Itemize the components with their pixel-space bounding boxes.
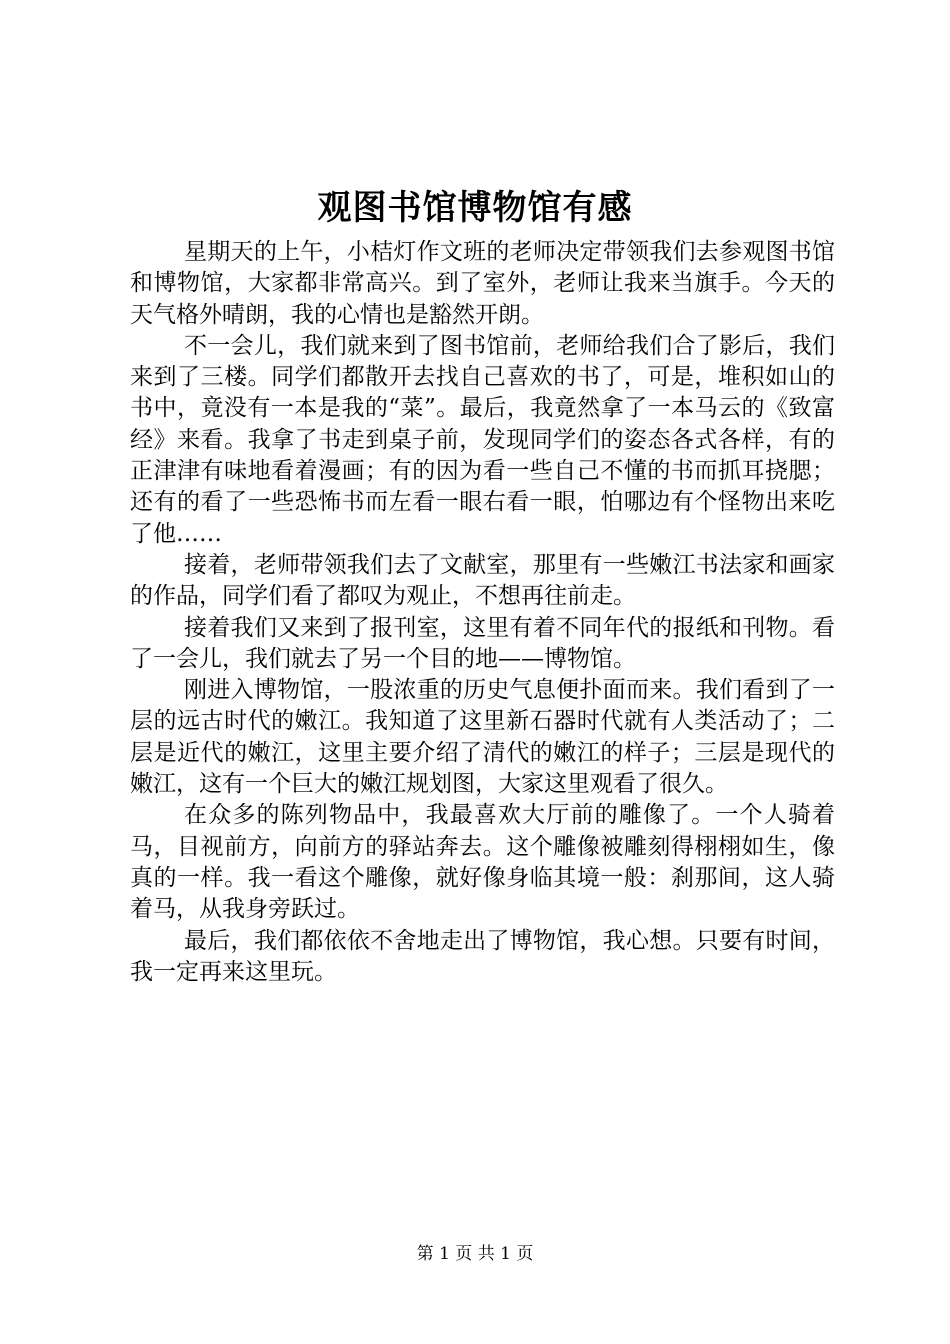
document-title: 观图书馆博物馆有感 (317, 188, 633, 228)
document-body (130, 237, 835, 988)
paragraph-3: 接着，老师带领我们去了文献室，那里有一些嫩江书法家和画家的作品，同学们看了都叹为观止，不想再往前走。 (130, 551, 835, 610)
paragraph-1: 星期天的上午，小桔灯作文班的老师决定带领我们去参观图书馆和博物馆，大家都非常高兴。到了室外，老师让我来当旗手。今天的天气格外晴朗，我的心情也是豁然开朗。 (130, 239, 835, 328)
paragraph-7: 最后，我们都依依不舍地走出了博物馆，我心想。只要有时间，我一定再来这里玩。 (130, 927, 835, 985)
paragraph-2: 不一会儿，我们就来到了图书馆前，老师给我们合了影后，我们来到了三楼。同学们都散开去找自己喜欢的书了，可是，堆积如山的书中，竟没有一本是我的“菜”。最后，我竟然拿了一本马云的《致富经》来看。我拿了书走到桌子前，发现同学们的姿态各式各样，有的正津津有味地看着漫画；有的因为看一些自己不懂的书而抓耳挠腮；还有的看了一些恐怖书而左看一眼右看一眼，怕哪边有个怪物出来吃了他…… (130, 332, 835, 547)
paragraph-6: 在众多的陈列物品中，我最喜欢大厅前的雕像了。一个人骑着马，目视前方，向前方的驿站奔去。这个雕像被雕刻得栩栩如生，像真的一样。我一看这个雕像，就好像身临其境一般：刹那间，这人骑着马，从我身旁跃过。 (130, 802, 835, 923)
paragraph-4: 接着我们又来到了报刊室，这里有着不同年代的报纸和刊物。看了一会儿，我们就去了另一个目的地——博物馆。 (130, 614, 835, 672)
paragraph-5: 刚进入博物馆，一股浓重的历史气息便扑面而来。我们看到了一层的远古时代的嫩江。我知道了这里新石器时代就有人类活动了；二层是近代的嫩江，这里主要介绍了清代的嫩江的样子；三层是现代的嫩江，这有一个巨大的嫩江规划图，大家这里观看了很久。 (130, 677, 835, 798)
page-footer: 第 1 页 共 1 页 (416, 1244, 534, 1264)
